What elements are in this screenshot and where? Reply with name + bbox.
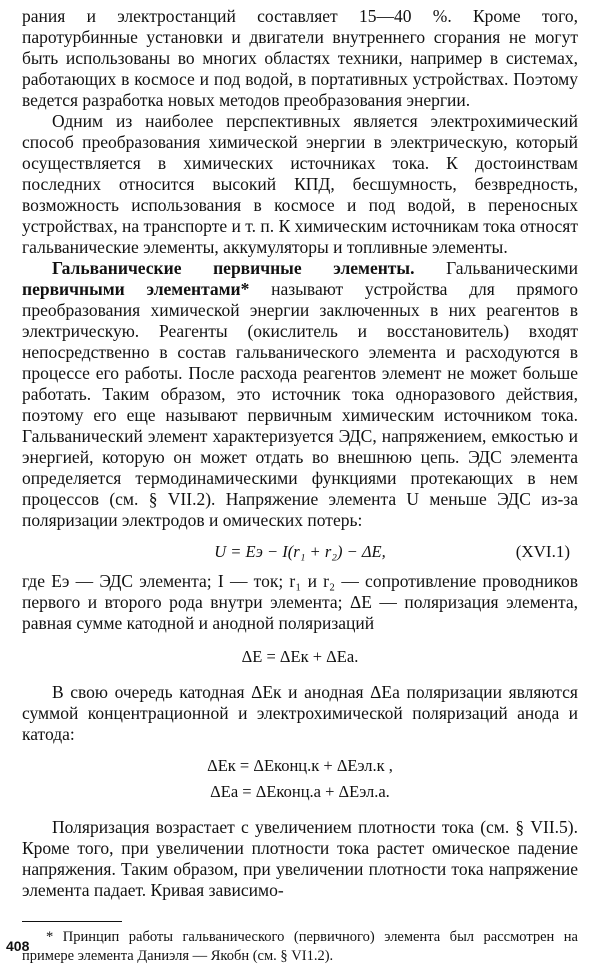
page-number: 408 xyxy=(6,938,30,954)
footnote-divider xyxy=(22,921,122,922)
paragraph-5: В свою очередь катодная ΔEк и анодная ΔEа поляризации являются суммой концентрационной и электрохимической поляризаций анода и катода: xyxy=(22,682,578,744)
section-heading: Гальванические первичные элементы. xyxy=(52,258,415,278)
formula-3 xyxy=(22,755,578,777)
paragraph-3-text-a: Гальваническими xyxy=(414,258,578,278)
term-primary-elements: первичными элементами* xyxy=(22,279,250,299)
formula-3-expression: ΔEк = ΔEконц.к + ΔEэл.к , xyxy=(207,756,393,775)
paragraph-4: где Eэ — ЭДС элемента; I — ток; r₁ и r₂ — сопротивление проводников первого и второго рода внутри элемента; ΔE — поляризация элемента, равная сумме катодной и анодной поляризаций xyxy=(22,571,578,633)
paragraph-3 xyxy=(22,258,578,531)
paragraph-1: рания и электростанций составляет 15—40 %. Кроме того, паротурбинные установки и двигатели внутреннего сгорания не могут быть использованы во многих областях техники, например в системах, работающих в космосе и под водой, в портативных устройствах. Поэтому ведется разработка новых методов преобразования энергии. xyxy=(22,6,578,110)
formula-4-expression: ΔEа = ΔEконц.а + ΔEэл.а. xyxy=(210,782,390,801)
formula-2-expression: ΔE = ΔEк + ΔEа. xyxy=(241,647,359,666)
formula-2 xyxy=(22,646,578,668)
paragraph-6: Поляризация возрастает с увеличением плотности тока (см. § VII.5). Кроме того, при увеличении плотности тока растет омическое падение напряжения. Таким образом, при увеличении плотности тока напряжение элемента падает. Кривая зависимо- xyxy=(22,817,578,900)
paragraph-3-text-b: называют устройства для прямого преобразования химической энергии заключенных в них реагентов в электрическую. Реагенты (окислитель и восстановитель) входят непосредственно в состав гальванического элемента и расходуются в процессе его работы. После расхода реагентов элемент не может больше работать. Таким образом, это источник тока одноразового действия, поэтому его еще называют первичным химическим источником тока. Гальванический элемент характеризуется ЭДС, напряжением, емкостью и энергией, которую он может отдать во внешнюю цепь. ЭДС элемента определяется термодинамическими функциями протекающих в нем процессов (см. § VII.2). Напряжение элемента U меньше ЭДС из-за поляризации электродов и омических потерь: xyxy=(22,279,579,530)
formula-1-expression: U = Eэ − I(r₁ + r₂) − ΔE, xyxy=(214,542,386,561)
footnote: * Принцип работы гальванического (первичного) элемента был рассмотрен на примере элемента Даниэля — Якобн (см. § VI1.2). xyxy=(22,929,578,964)
formula-4 xyxy=(22,781,578,803)
formula-1-number: (XVI.1) xyxy=(515,542,570,561)
paragraph-2: Одним из наиболее перспективных является электрохимический способ преобразования химической энергии в электрическую, который осуществляется в химических источниках тока. К достоинствам последних относится высокий КПД, бесшумность, безвредность, возможность использования в космосе и под водой, в переносных устройствах, на транспорте и т. п. К химическим источникам тока относят гальванические элементы, аккумуляторы и топливные элементы. xyxy=(22,111,578,257)
formula-xvi-1 xyxy=(22,541,578,563)
